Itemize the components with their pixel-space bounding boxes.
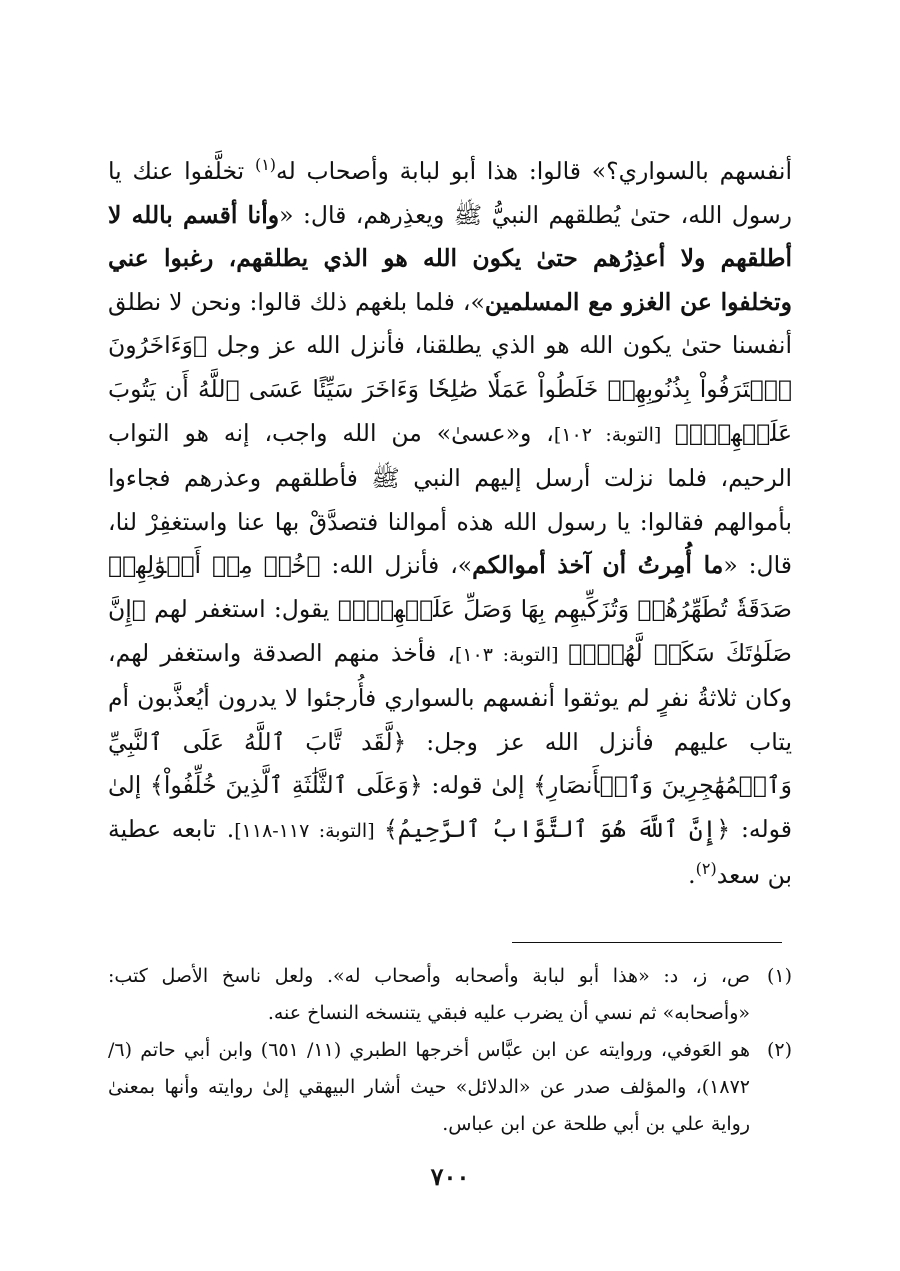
text-segment: تخلَّفوا عنك يا رسول الله، حتىٰ يُطلقهم النبيُّ ﷺ ويعذِرهم، قال: « <box>108 157 792 229</box>
footnote-number: (٢) <box>766 1039 792 1061</box>
text-segment: إلىٰ قوله: <box>108 771 793 843</box>
verse-reference: [التوبة: ١١٧-١١٨] <box>234 819 384 842</box>
footnote-text: ص، ز، د: «هذا أبو لبابة وأصحابه وأصحاب له». ولعل ناسخ الأصل كتب: «وأصحابه» ثم نسي أن يضرب عليه فبقي يتنسخه النساخ عنه. <box>108 965 750 1024</box>
text-segment: »، فأنزل الله: <box>320 551 473 580</box>
verse-reference: [التوبة: ١٠٢] <box>553 423 675 446</box>
footnote-text: هو العَوفي، وروايته عن ابن عبَّاس أخرجها الطبري (١١/ ٦٥١) وابن أبي حاتم (٦/ ١٨٧٢)، والمؤلف صدر عن «الدلائل» حيث أشار البيهقي إلىٰ روايته وأنها بمعنىٰ رواية علي بن أبي طلحة عن ابن عباس. <box>108 1039 750 1135</box>
quran-verse: ﴿إِنَّ ٱللَّهَ هُوَ ٱلتَّوَّابُ ٱلرَّحِيمُ﴾ <box>384 814 731 843</box>
quran-verse: ﴿لَّقَد تَّابَ ٱللَّهُ عَلَى ٱلنَّبِيِّ وَٱلۡمُهَٰجِرِينَ وَٱلۡأَنصَارِ﴾ <box>108 727 792 800</box>
footnote-divider <box>512 942 782 943</box>
text-segment: . <box>688 860 696 889</box>
quran-verse: ﴿خُذۡ مِنۡ أَمۡوَٰلِهِمۡ صَدَقَةٗ تُطَهِّرُهُمۡ وَتُزَكِّيهِم بِهَا وَصَلِّ عَلَيۡهِمۡۖ﴾ <box>108 551 793 623</box>
hadith-quote: ما أُمِرتُ أن آخذ أموالكم <box>472 551 724 580</box>
footnote-1 <box>108 958 792 1032</box>
text-segment: إلىٰ قوله: <box>422 771 534 800</box>
footnote-number: (١) <box>766 965 792 987</box>
text-segment: ، فأخذ منهم الصدقة واستغفر لهم، وكان ثلاثةُ نفرٍ لم يوثقوا أنفسهم بالسواري فأُرجئوا لا يدرون أيُعذَّبون أم يتاب عليهم فأنزل الله عز وجل: <box>108 638 792 756</box>
hadith-quote: وأنا أقسم بالله لا أطلقهم ولا أعذِرُهم حتىٰ يكون الله هو الذي يطلقهم، رغبوا عني وتخلفوا عن الغزو مع المسلمين <box>108 200 792 316</box>
quran-verse: ﴿إِنَّ صَلَوٰتَكَ سَكَنٞ لَّهُمۡۗ﴾ <box>108 594 793 667</box>
text-segment: يقول: استغفر لهم <box>145 594 338 623</box>
text-segment: »، فلما بلغهم ذلك قالوا: ونحن لا نطلق أنفسنا حتىٰ يكون الله هو الذي يطلقنا، فأنزل الله عز وجل <box>108 287 792 360</box>
footnotes-section <box>108 958 792 1143</box>
quran-verse: ﴿وَءَاخَرُونَ ٱعۡتَرَفُواْ بِذُنُوبِهِمۡ خَلَطُواْ عَمَلٗا صَٰلِحٗا وَءَاخَرَ سَيِّئًا عَسَى ٱللَّهُ أَن يَتُوبَ عَلَيۡهِمۡۚ﴾ <box>108 331 793 447</box>
page-number: ٧٠٠ <box>430 1162 470 1191</box>
quran-verse: ﴿وَعَلَى ٱلثَّلَٰثَةِ ٱلَّذِينَ خُلِّفُواْ﴾ <box>150 771 423 800</box>
footnote-2 <box>108 1032 792 1143</box>
verse-reference: [التوبة: ١٠٣] <box>454 643 569 666</box>
main-text-block <box>108 150 792 897</box>
text-segment: ، و«عسىٰ» من الله واجب، إنه هو التواب الرحيم، فلما نزلت أرسل إليهم النبي ﷺ فأطلقهم وعذرهم فجاءوا بأموالهم فقالوا: يا رسول الله هذه أموالنا فتصدَّقْ بها عنا واستغفِرْ لنا، قال: « <box>108 418 792 580</box>
text-segment: أنفسهم بالسواري؟» قالوا: هذا أبو لبابة وأصحاب له <box>276 157 792 185</box>
footnote-reference-2[interactable]: (٢) <box>695 858 717 878</box>
footnote-reference-1[interactable]: (١) <box>254 155 277 175</box>
text-segment: . تابعه عطية بن سعد <box>108 814 792 889</box>
